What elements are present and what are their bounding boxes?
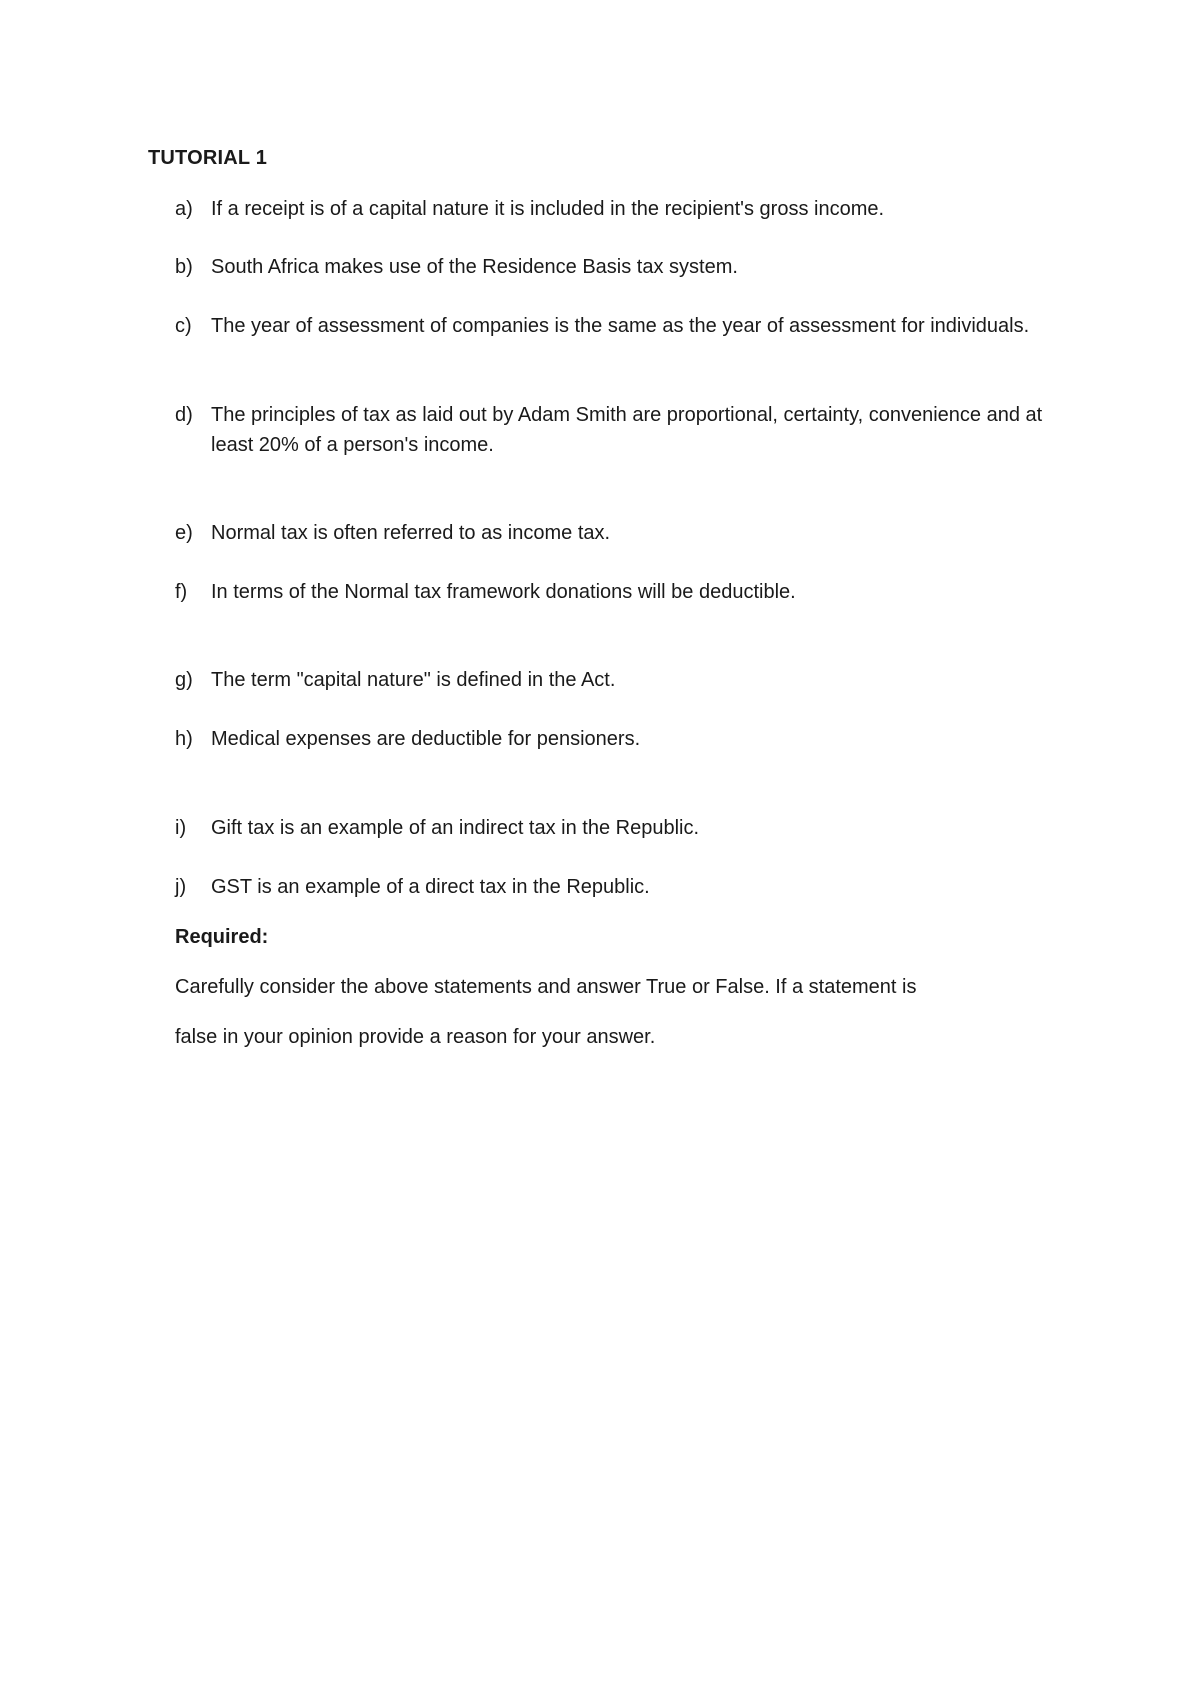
statement-text: In terms of the Normal tax framework donations will be deductible. [211,581,796,603]
statement-marker: d) [175,404,193,426]
statement-text: South Africa makes use of the Residence Basis tax system. [211,256,738,278]
statement-marker: a) [175,198,193,220]
statement-marker: i) [175,817,187,839]
statement-text: The year of assessment of companies is the same as the year of assessment for individuals. [211,315,1030,337]
required-heading: Required: [175,926,269,948]
document-title: TUTORIAL 1 [148,147,268,169]
statement-marker: f) [175,581,188,603]
statement-marker: b) [175,256,193,278]
statement-i [175,813,1055,843]
statement-d [175,400,1055,460]
statement-f [175,577,1055,607]
statement-g [175,665,1055,695]
statement-text: Medical expenses are deductible for pensioners. [211,728,641,750]
statement-b [175,252,1055,282]
statement-h [175,724,1055,754]
statement-marker: g) [175,669,193,691]
statement-c [175,311,1055,341]
statement-text: GST is an example of a direct tax in the Republic. [211,876,650,898]
statement-text: Gift tax is an example of an indirect tax in the Republic. [211,817,700,839]
statement-j [175,872,1055,902]
statement-marker: h) [175,728,193,750]
instruction-line-2: false in your opinion provide a reason for your answer. [175,1026,656,1048]
statement-text: Normal tax is often referred to as income tax. [211,522,611,544]
statement-e [175,518,1055,548]
statement-text: If a receipt is of a capital nature it is included in the recipient's gross income. [211,198,885,220]
statement-a [175,194,1055,224]
instruction-line-1: Carefully consider the above statements and answer True or False. If a statement is [175,976,917,998]
statement-text: The term "capital nature" is defined in the Act. [211,669,616,691]
statement-marker: j) [175,876,187,898]
statement-text: The principles of tax as laid out by Adam Smith are proportional, certainty, convenience and at least 20% of a person's income. [211,404,1043,456]
statement-marker: e) [175,522,193,544]
statement-marker: c) [175,315,192,337]
